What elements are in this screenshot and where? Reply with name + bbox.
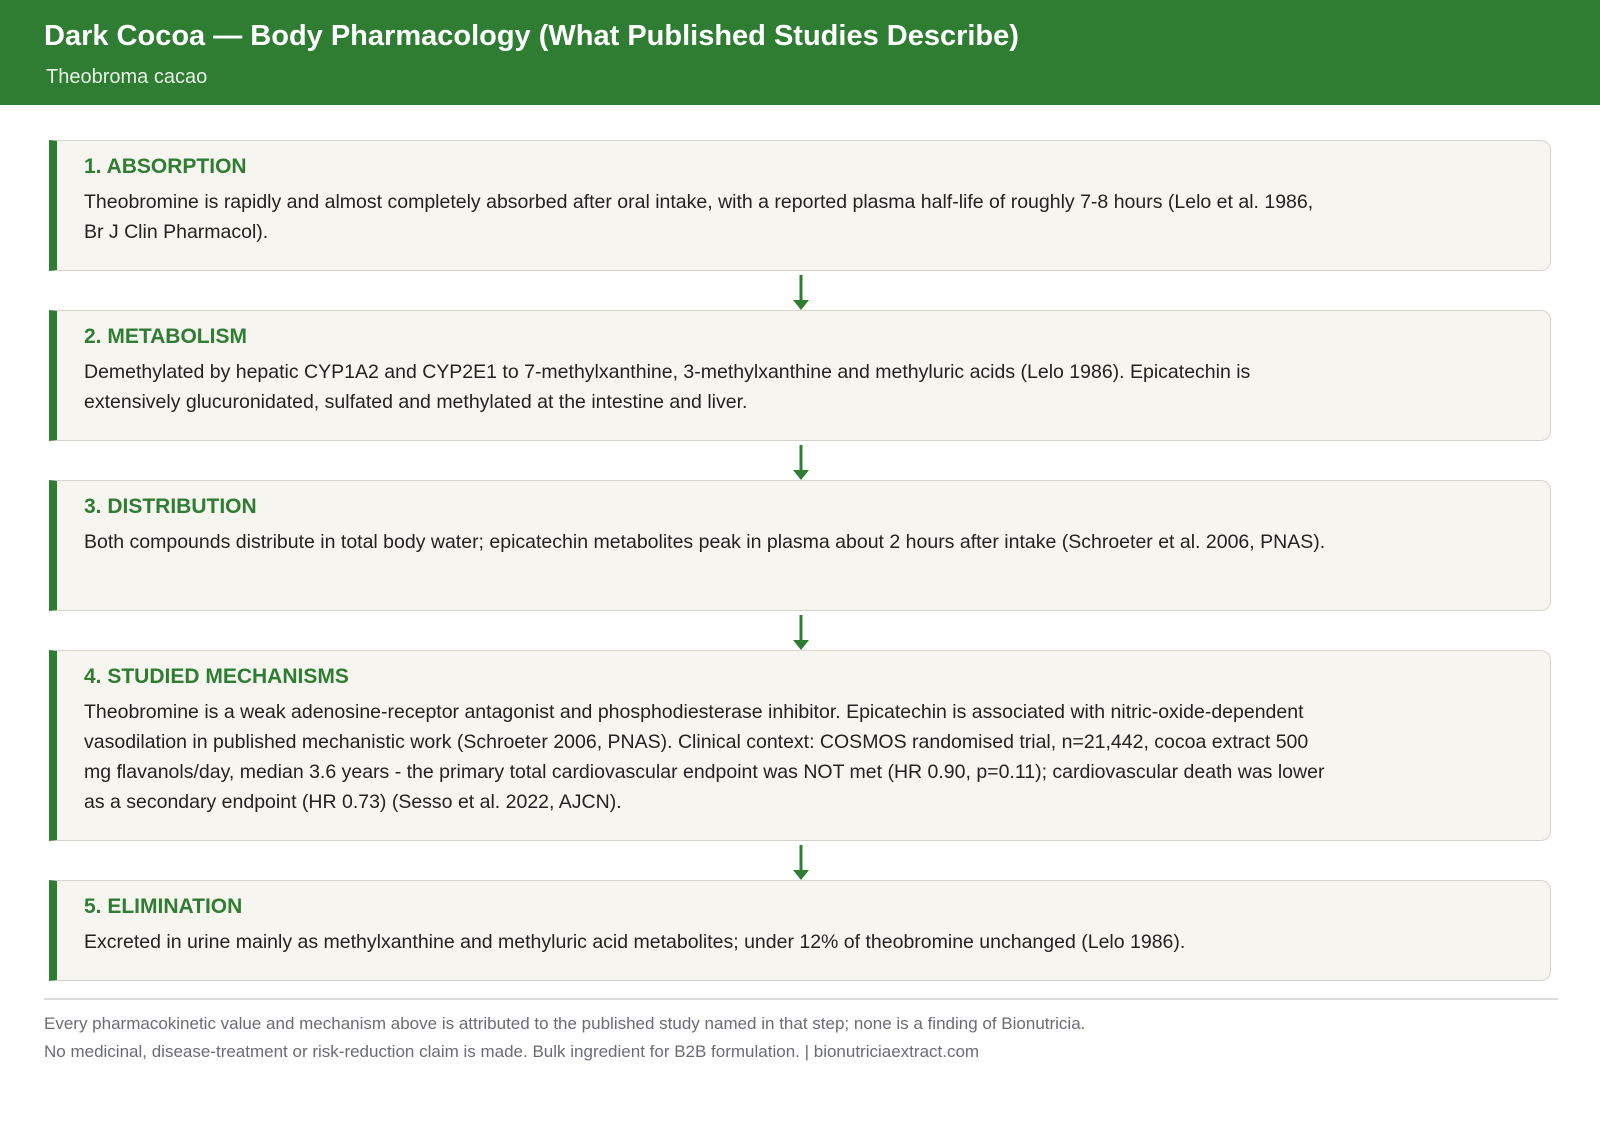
page-subtitle: Theobroma cacao xyxy=(46,66,208,88)
footer-disclaimer-line-2: No medicinal, disease-treatment or risk-reduction claim is made. Bulk ingredient for B2B formulation. | bionutriciaextract.com xyxy=(44,1042,980,1061)
step-card-absorption xyxy=(49,140,1551,271)
step-card-elimination xyxy=(49,880,1551,981)
step-body: Demethylated by hepatic CYP1A2 and CYP2E1 to 7-methylxanthine, 3-methylxanthine and methyluric acids (Lelo 1986). Epicatechin is extensively glucuronidated, sulfated and methylated at the intestine and liver. xyxy=(84,361,1251,413)
step-title: 3. DISTRIBUTION xyxy=(84,495,257,518)
step-card-distribution xyxy=(49,480,1551,611)
flow-arrow-down-icon xyxy=(791,615,811,651)
step-card-studied-mechanisms xyxy=(49,650,1551,841)
flow-arrow-down-icon xyxy=(791,275,811,311)
step-body: Excreted in urine mainly as methylxanthine and methyluric acid metabolites; under 12% of theobromine unchanged (Lelo 1986). xyxy=(84,931,1186,953)
step-title: 5. ELIMINATION xyxy=(84,895,243,918)
step-title: 2. METABOLISM xyxy=(84,325,247,348)
step-title: 4. STUDIED MECHANISMS xyxy=(84,665,349,688)
flow-arrow-down-icon xyxy=(791,445,811,481)
header-banner xyxy=(0,0,1600,105)
footer-disclaimer-line-1: Every pharmacokinetic value and mechanism above is attributed to the published study named in that step; none is a finding of Bionutricia. xyxy=(44,1014,1086,1033)
step-body: Theobromine is a weak adenosine-receptor antagonist and phosphodiesterase inhibitor. Epicatechin is associated with nitric-oxide-dependent vasodilation in published mechanistic work (Schroeter 2006, PNAS). Clinical context: COSMOS randomised trial, n=21,442, cocoa extract 500 mg flavanols/day, median 3.6 years - the primary total cardiovascular endpoint was NOT met (HR 0.90, p=0.11); cardiovascular death was lower as a secondary endpoint (HR 0.73) (Sesso et al. 2022, AJCN). xyxy=(84,701,1325,813)
page-title: Dark Cocoa — Body Pharmacology (What Published Studies Describe) xyxy=(44,20,1019,52)
step-body: Theobromine is rapidly and almost completely absorbed after oral intake, with a reported plasma half-life of roughly 7-8 hours (Lelo et al. 1986, Br J Clin Pharmacol). xyxy=(84,191,1314,243)
step-card-metabolism xyxy=(49,310,1551,441)
footer-divider xyxy=(44,998,1558,1000)
step-title: 1. ABSORPTION xyxy=(84,155,247,178)
step-body: Both compounds distribute in total body water; epicatechin metabolites peak in plasma about 2 hours after intake (Schroeter et al. 2006, PNAS). xyxy=(84,531,1326,553)
flow-arrow-down-icon xyxy=(791,845,811,881)
